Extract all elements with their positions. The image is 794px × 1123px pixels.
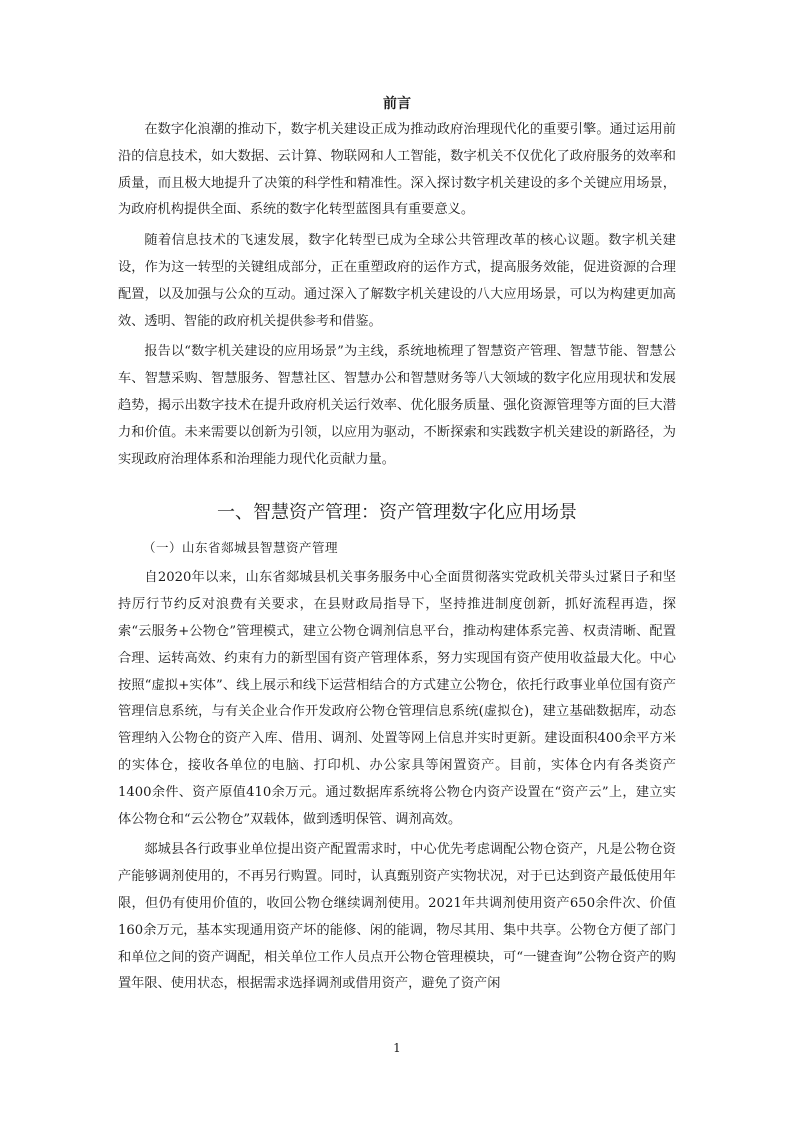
page-number: 1 <box>393 1041 401 1055</box>
section-paragraph-1: 自2020年以来，山东省郯城县机关事务服务中心全面贯彻落实党政机关带头过紧日子和坚持厉行节约反对浪费有关要求，在县财政局指导下，坚持推进制度创新，抓好流程再造，探索“云服务+公物仓”管理模式，建立公物仓调剂信息平台，推动构建体系完善、权责清晰、配置合理、运转高效、约束有力的新型国有资产管理体系，努力实现国有资产使用收益最大化。中心按照“虚拟+实体”、线上展示和线下运营相结合的方式建立公物仓，依托行政事业单位国有资产管理信息系统，与有关企业合作开发政府公物仓管理信息系统(虚拟仓)，建立基础数据库，动态管理纳入公物仓的资产入库、借用、调剂、处置等网上信息并实时更新。建设面积400余平方米的实体仓，接收各单位的电脑、打印机、办公家具等闲置资产。目前，实体仓内有各类资产1400余件、资产原值410余万元。通过数据库系统将公物仓内资产设置在“资产云”上，建立实体公物仓和“云公物仓”双载体，做到透明保管、调剂高效。 <box>118 570 676 827</box>
section-paragraph-2: 郯城县各行政事业单位提出资产配置需求时，中心优先考虑调配公物仓资产，凡是公物仓资产能够调剂使用的，不再另行购置。同时，认真甄别资产实物状况，对于已达到资产最低使用年限，但仍有使用价值的，收回公物仓继续调剂使用。2021年共调剂使用资产650余件次、价值160余万元，基本实现通用资产坏的能修、闲的能调，物尽其用、集中共享。公物仓方便了部门和单位之间的资产调配，相关单位工作人员点开公物仓管理模块，可“一键查询”公物仓资产的购置年限、使用状态，根据需求选择调剂或借用资产，避免了资产闲 <box>118 842 676 992</box>
preface-title: 前言 <box>383 96 411 112</box>
document-page <box>118 88 676 1002</box>
section-heading: 一、智慧资产管理：资产管理数字化应用场景 <box>217 502 577 524</box>
preface-paragraph-2: 随着信息技术的飞速发展，数字化转型已成为全球公共管理改革的核心议题。数字机关建设，作为这一转型的关键组成部分，正在重塑政府的运作方式，提高服务效能，促进资源的合理配置，以及加强与公众的互动。通过深入了解数字机关建设的八大应用场景，可以为构建更加高效、透明、智能的政府机关提供参考和借鉴。 <box>118 233 676 329</box>
preface-paragraph-3: 报告以“数字机关建设的应用场景”为主线，系统地梳理了智慧资产管理、智慧节能、智慧公车、智慧采购、智慧服务、智慧社区、智慧办公和智慧财务等八大领域的数字化应用现状和发展趋势，揭示出数字技术在提升政府机关运行效率、优化服务质量、强化资源管理等方面的巨大潜力和价值。未来需要以创新为引领，以应用为驱动，不断探索和实践数字机关建设的新路径，为实现政府治理体系和治理能力现代化贡献力量。 <box>118 344 676 467</box>
section-subheading: （一）山东省郯城县智慧资产管理 <box>143 540 339 556</box>
preface-paragraph-1: 在数字化浪潮的推动下，数字机关建设正成为推动政府治理现代化的重要引擎。通过运用前沿的信息技术，如大数据、云计算、物联网和人工智能，数字机关不仅优化了政府服务的效率和质量，而且极大地提升了决策的科学性和精准性。深入探讨数字机关建设的多个关键应用场景，为政府机构提供全面、系统的数字化转型蓝图具有重要意义。 <box>118 122 676 218</box>
